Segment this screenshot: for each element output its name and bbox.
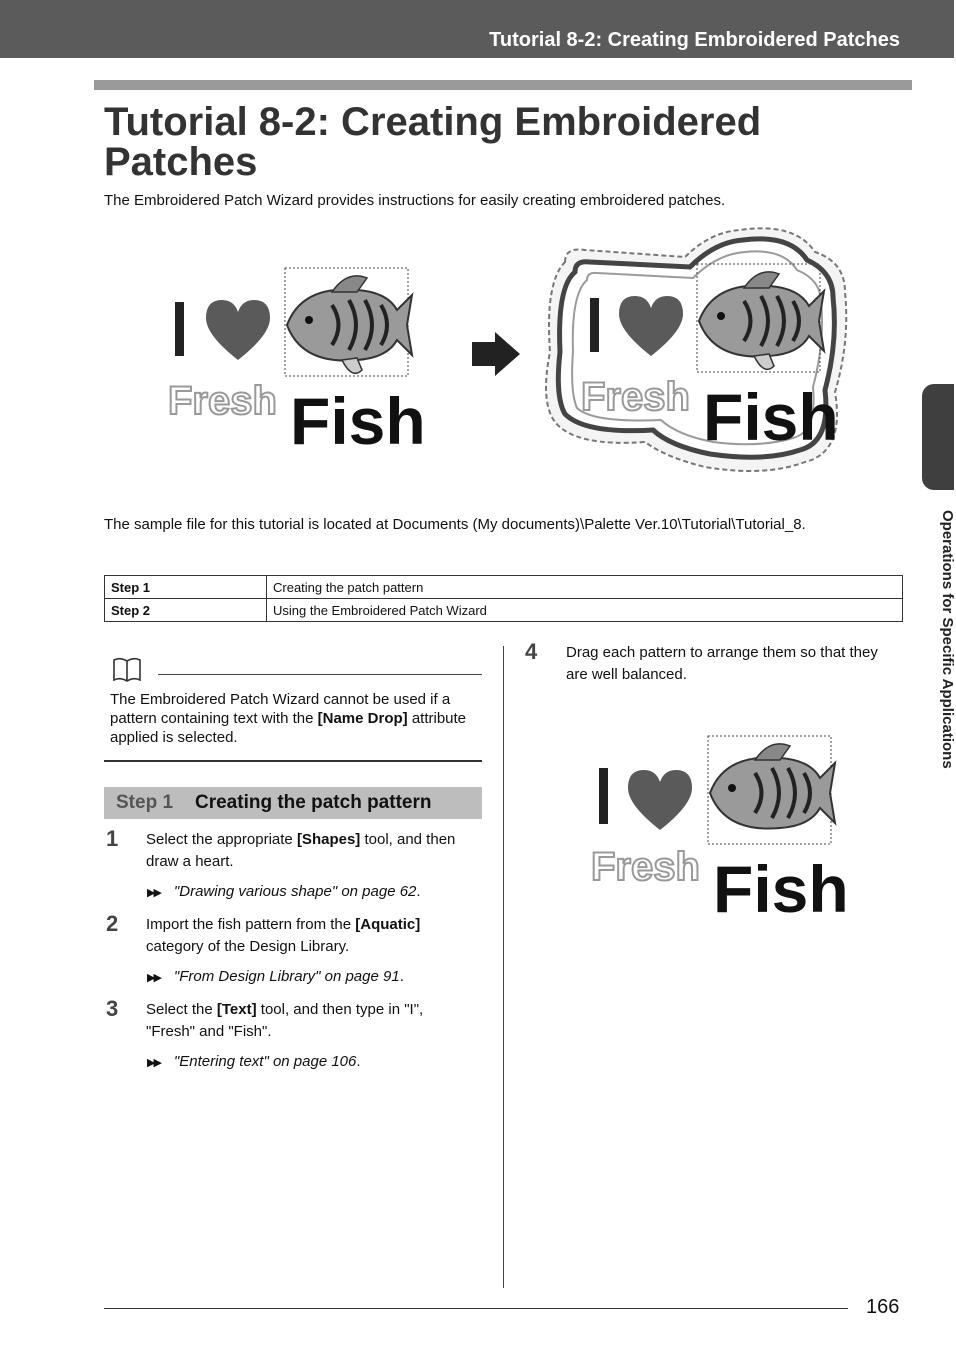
chapter-tab xyxy=(922,384,954,490)
steps-table xyxy=(104,575,903,622)
note-text xyxy=(110,690,482,747)
note-bold: [Name Drop] xyxy=(317,710,408,727)
page-title: Tutorial 8-2: Creating Embroidered Patches xyxy=(104,100,762,184)
book-note-icon xyxy=(112,656,142,682)
fresh-text: Fresh xyxy=(168,379,277,423)
instruction-text xyxy=(146,999,476,1043)
ref-end: . xyxy=(416,883,421,900)
instr-pre: Import the fish pattern from the xyxy=(146,916,356,933)
double-arrow-icon: ▶▶ xyxy=(147,1057,160,1069)
intro-text: The Embroidered Patch Wizard provides instructions for easily creating embroidered patches. xyxy=(104,192,726,209)
chapter-tab-label: Operations for Specific Applications xyxy=(939,510,956,769)
cross-reference xyxy=(147,1053,361,1070)
instr-pre: Select the appropriate xyxy=(146,831,297,848)
note-post: attribute applied is selected. xyxy=(110,710,467,746)
instr-post: tool, and then type in "I", "Fresh" and "Fish". xyxy=(146,1001,424,1040)
instruction-text xyxy=(146,829,476,873)
page-number: 166 xyxy=(866,1296,900,1318)
header-title: Tutorial 8-2: Creating Embroidered Patches xyxy=(489,29,900,51)
footer-rule xyxy=(104,1308,848,1309)
instr-bold: [Aquatic] xyxy=(355,916,421,933)
reference-link[interactable]: "Drawing various shape" on page 62 xyxy=(173,883,417,900)
note-pre: The Embroidered Patch Wizard cannot be used if a pattern containing text with the xyxy=(110,691,451,727)
column-divider xyxy=(503,646,504,1288)
instruction-text: Drag each pattern to arrange them so that they are well balanced. xyxy=(566,644,878,683)
patch-fish-text: Fish xyxy=(703,380,839,454)
instr-bold: [Shapes] xyxy=(296,831,361,848)
instr-pre: Select the xyxy=(146,1001,217,1018)
step-desc: Creating the patch pattern xyxy=(267,576,903,599)
table-row xyxy=(105,576,903,599)
note-rule xyxy=(158,674,482,675)
sample-file-text: The sample file for this tutorial is located at Documents (My documents)\Palette Ver.10\Tutorial\Tutorial_8. xyxy=(104,516,806,533)
reference-link[interactable]: "Entering text" on page 106 xyxy=(173,1053,357,1070)
double-arrow-icon: ▶▶ xyxy=(147,887,160,899)
instr-post: tool, and then draw a heart. xyxy=(146,831,456,870)
title-rule xyxy=(94,80,912,90)
arranged-design-illustration xyxy=(585,730,849,930)
note-bottom-rule xyxy=(104,760,482,762)
patch-before-after-illustration xyxy=(160,222,870,492)
step-desc: Using the Embroidered Patch Wizard xyxy=(267,599,903,622)
instruction-text xyxy=(146,914,476,958)
arranged-fresh-text: Fresh xyxy=(591,845,700,889)
ref-end: . xyxy=(399,968,404,985)
double-arrow-icon: ▶▶ xyxy=(147,972,160,984)
arrow-right-icon xyxy=(472,332,520,376)
reference-link[interactable]: "From Design Library" on page 91 xyxy=(173,968,400,985)
step-number: 3 xyxy=(106,996,119,1021)
step-key: Step 2 xyxy=(105,599,267,622)
instr-post: category of the Design Library. xyxy=(146,938,350,955)
arranged-fish-text: Fish xyxy=(713,852,849,926)
instr-bold: [Text] xyxy=(216,1001,257,1018)
step-number: 2 xyxy=(106,911,119,936)
page-header-bar xyxy=(0,0,954,58)
step1-label: Step 1 xyxy=(116,792,174,813)
ref-end: . xyxy=(356,1053,361,1070)
step1-title: Creating the patch pattern xyxy=(195,792,432,813)
fish-text: Fish xyxy=(290,384,426,458)
step-number: 1 xyxy=(106,826,119,851)
table-row xyxy=(105,599,903,622)
cross-reference xyxy=(147,883,421,900)
step1-heading xyxy=(104,787,482,819)
patch-fresh-text: Fresh xyxy=(581,375,690,419)
step-number: 4 xyxy=(525,639,538,664)
cross-reference xyxy=(147,968,404,985)
step-key: Step 1 xyxy=(105,576,267,599)
